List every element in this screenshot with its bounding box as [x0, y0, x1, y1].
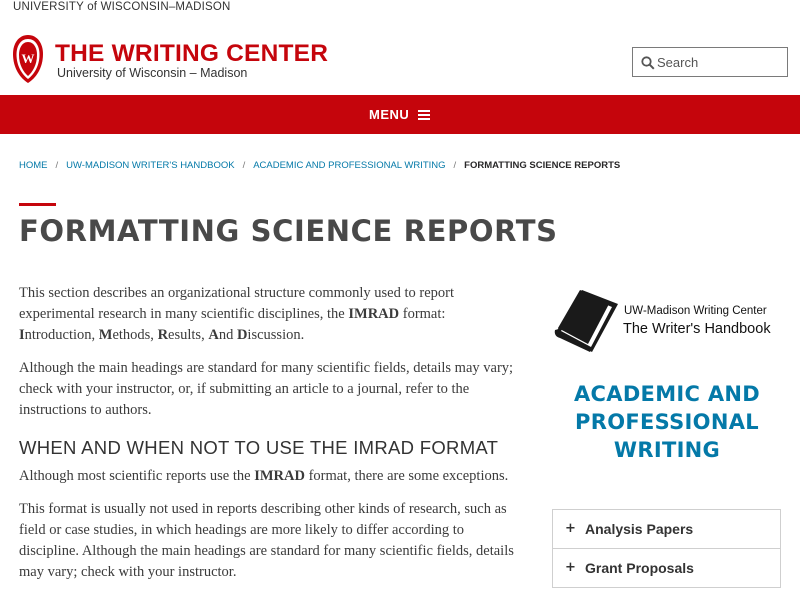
- uw-crest-icon[interactable]: [11, 34, 45, 84]
- search-input[interactable]: [657, 51, 783, 73]
- svg-text:W: W: [21, 51, 35, 66]
- menu-button[interactable]: [369, 105, 430, 125]
- hamburger-icon: [418, 110, 430, 120]
- breadcrumb-current: FORMATTING SCIENCE REPORTS: [464, 160, 621, 171]
- sidebar-section-heading[interactable]: ACADEMIC AND PROFESSIONAL WRITING: [574, 382, 760, 462]
- site-title[interactable]: THE WRITING CENTER: [55, 40, 329, 67]
- book-icon: [552, 290, 620, 352]
- breadcrumb-writers-handbook[interactable]: UW-MADISON WRITER'S HANDBOOK: [66, 160, 235, 171]
- menu-bar: [0, 95, 800, 134]
- breadcrumb-separator: /: [453, 160, 457, 171]
- menu-label: MENU: [369, 107, 410, 122]
- handbook-title-label: The Writer's Handbook: [623, 321, 771, 337]
- accordion-item-analysis-papers[interactable]: [552, 509, 781, 549]
- breadcrumb-academic-professional[interactable]: ACADEMIC AND PROFESSIONAL WRITING: [253, 160, 446, 171]
- title-accent-rule: [19, 203, 56, 206]
- handbook-org-label: UW-Madison Writing Center: [624, 305, 767, 317]
- page-title: FORMATTING SCIENCE REPORTS: [19, 214, 558, 248]
- breadcrumb: [19, 160, 620, 172]
- site-subtitle: University of Wisconsin – Madison: [57, 66, 248, 80]
- accordion-label: Analysis Papers: [585, 521, 694, 537]
- breadcrumb-separator: /: [55, 160, 59, 171]
- intro-paragraph: This section describes an organizational structure commonly used to report experimental research in many scientific disciplines, the IMRAD format: Introduction, Methods, Results, And Discussion.: [19, 285, 455, 343]
- writers-handbook-logo[interactable]: [552, 290, 782, 354]
- plus-icon: +: [565, 521, 576, 536]
- plus-icon: +: [565, 560, 576, 575]
- breadcrumb-separator: /: [242, 160, 246, 171]
- headings-paragraph: Although the main headings are standard for many scientific fields, details may vary; check with your instructor, or, if submitting an article to a journal, refer to the instructions to authors.: [19, 360, 514, 418]
- exceptions-paragraph: Although most scientific reports use the IMRAD format, there are some exceptions.: [19, 468, 509, 484]
- sidebar-accordion: [552, 510, 781, 588]
- accordion-label: Grant Proposals: [585, 560, 694, 576]
- search-icon: [641, 56, 655, 70]
- section-heading-imrad: WHEN AND WHEN NOT TO USE THE IMRAD FORMAT: [19, 437, 499, 458]
- top-bar: [0, 0, 800, 14]
- university-link[interactable]: UNIVERSITY of WISCONSIN–MADISON: [13, 1, 231, 13]
- format-usage-paragraph: This format is usually not used in reports describing other kinds of research, such as field or case studies, in which headings are more likely to differ according to discipline. Although the main headings are standard for many scientific fields, details may vary; check with your instructor.: [19, 501, 514, 580]
- main-content: [19, 283, 519, 594]
- search-box: [632, 47, 788, 77]
- accordion-item-grant-proposals[interactable]: [552, 548, 781, 588]
- breadcrumb-home[interactable]: HOME: [19, 160, 48, 171]
